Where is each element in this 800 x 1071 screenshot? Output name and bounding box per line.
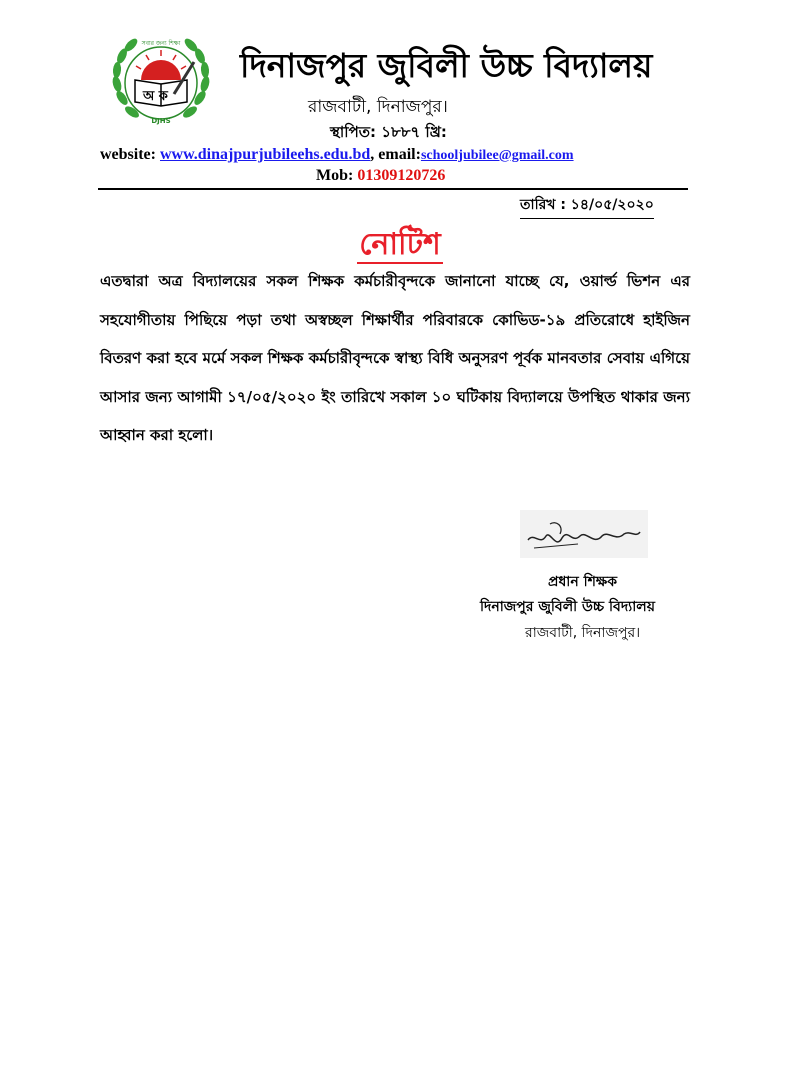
- logo-book-letters: অ ক: [143, 89, 168, 104]
- notice-title: নোটিশ: [359, 227, 441, 262]
- email-label: , email:: [370, 146, 421, 163]
- signatory-school: দিনাজপুর জুবিলী উচ্চ বিদ্যালয়: [480, 599, 655, 615]
- email-link[interactable]: schooljubilee@gmail.com: [420, 148, 574, 163]
- notice-body: এতদ্বারা অত্র বিদ্যালয়ের সকল শিক্ষক কর্মচারীবৃন্দকে জানানো যাচ্ছে যে, ওয়ার্ল্ড ভিশন এর সহযোগীতায় পিছিয়ে পড়া তথা অস্বচ্ছল শিক্ষার্থীর পরিবারকে কোভিড-১৯ প্রতিরোধে হাইজিন বিতরণ করা হবে মর্মে সকল শিক্ষক কর্মচারীবৃন্দকে স্বাস্থ্য বিধি অনুসরণ পূর্বক মানবতার সেবায় এগিয়ে আসার জন্য আগামী ১৭/০৫/২০২০ ইং তারিখে সকাল ১০ ঘটিকায় বিদ্যালয়ে উপস্থিত থাকার জন্য আহ্বান করা হলো।: [100, 272, 690, 444]
- established-year: স্থাপিত: ১৮৮৭ খ্রি:: [330, 123, 447, 141]
- logo-arc-text: সবার জন্য শিক্ষা: [141, 40, 181, 47]
- mobile-number: 01309120726: [357, 167, 446, 184]
- logo-initials: DJHS: [151, 117, 171, 125]
- header-divider: [98, 188, 688, 190]
- signatory-title: প্রধান শিক্ষক: [548, 574, 618, 590]
- signature-image: [520, 510, 648, 558]
- signatory-address: রাজবাটী, দিনাজপুর।: [525, 625, 641, 641]
- website-label: website:: [100, 146, 160, 163]
- notice-date: তারিখ : ১৪/০৫/২০২০: [520, 193, 654, 219]
- school-logo: [108, 28, 214, 134]
- mobile-label: Mob:: [316, 167, 358, 184]
- website-link[interactable]: www.dinajpurjubileehs.edu.bd: [159, 146, 371, 163]
- contact-line: [100, 146, 574, 164]
- school-address: রাজবাটী, দিনাজপুর।: [308, 97, 448, 117]
- school-name-heading: দিনাজপুর জুবিলী উচ্চ বিদ্যালয়: [240, 46, 653, 85]
- mobile-line: [316, 167, 445, 185]
